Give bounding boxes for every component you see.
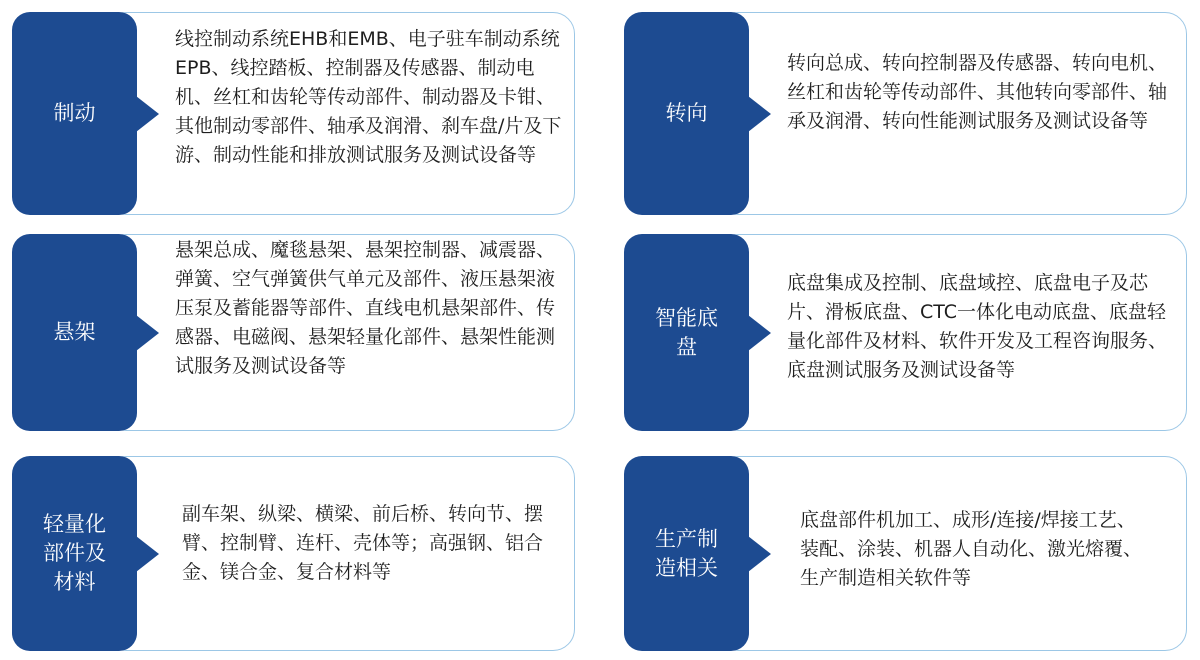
category-description: 底盘集成及控制、底盘域控、底盘电子及芯片、滑板底盘、CTC一体化电动底盘、底盘轻量化部件及材料、软件开发及工程咨询服务、底盘测试服务及测试设备等: [787, 272, 1168, 381]
category-tab: [624, 456, 749, 651]
category-title: 转向: [665, 101, 708, 125]
category-card-lightweight: [12, 456, 575, 651]
category-card-braking: [12, 12, 575, 215]
category-title: 制动: [53, 101, 96, 125]
category-tab: [12, 234, 137, 431]
category-tab: [624, 234, 749, 431]
category-title: 智能底盘: [655, 305, 718, 359]
category-title: 悬架: [53, 320, 96, 344]
category-card-steering: [624, 12, 1187, 215]
category-card-suspension: [12, 234, 575, 431]
category-description: 悬架总成、魔毯悬架、悬架控制器、减震器、弹簧、空气弹簧供气单元及部件、液压悬架液压泵及蓄能器等部件、直线电机悬架部件、传感器、电磁阀、悬架轻量化部件、悬架性能测试服务及测试设备等: [175, 239, 556, 377]
category-tab: [12, 456, 137, 651]
category-tab: [12, 12, 137, 215]
category-card-manufacturing: [624, 456, 1187, 651]
category-description: 转向总成、转向控制器及传感器、转向电机、丝杠和齿轮等传动部件、其他转向零部件、轴承及润滑、转向性能测试服务及测试设备等: [787, 52, 1168, 132]
category-title: 轻量化部件及材料: [43, 512, 106, 594]
category-description: 底盘部件机加工、成形/连接/焊接工艺、装配、涂装、机器人自动化、激光熔覆、生产制造相关软件等: [800, 509, 1143, 589]
category-tab: [624, 12, 749, 215]
category-description: 线控制动系统EHB和EMB、电子驻车制动系统EPB、线控踏板、控制器及传感器、制动电机、丝杠和齿轮等传动部件、制动器及卡钳、其他制动零部件、轴承及润滑、刹车盘/片及下游、制动性能和排放测试服务及测试设备等: [175, 28, 562, 166]
category-description: 副车架、纵梁、横梁、前后桥、转向节、摆臂、控制臂、连杆、壳体等；高强钢、铝合金、镁合金、复合材料等: [182, 503, 544, 583]
category-card-smart-chassis: [624, 234, 1187, 431]
category-title: 生产制造相关: [655, 526, 718, 580]
